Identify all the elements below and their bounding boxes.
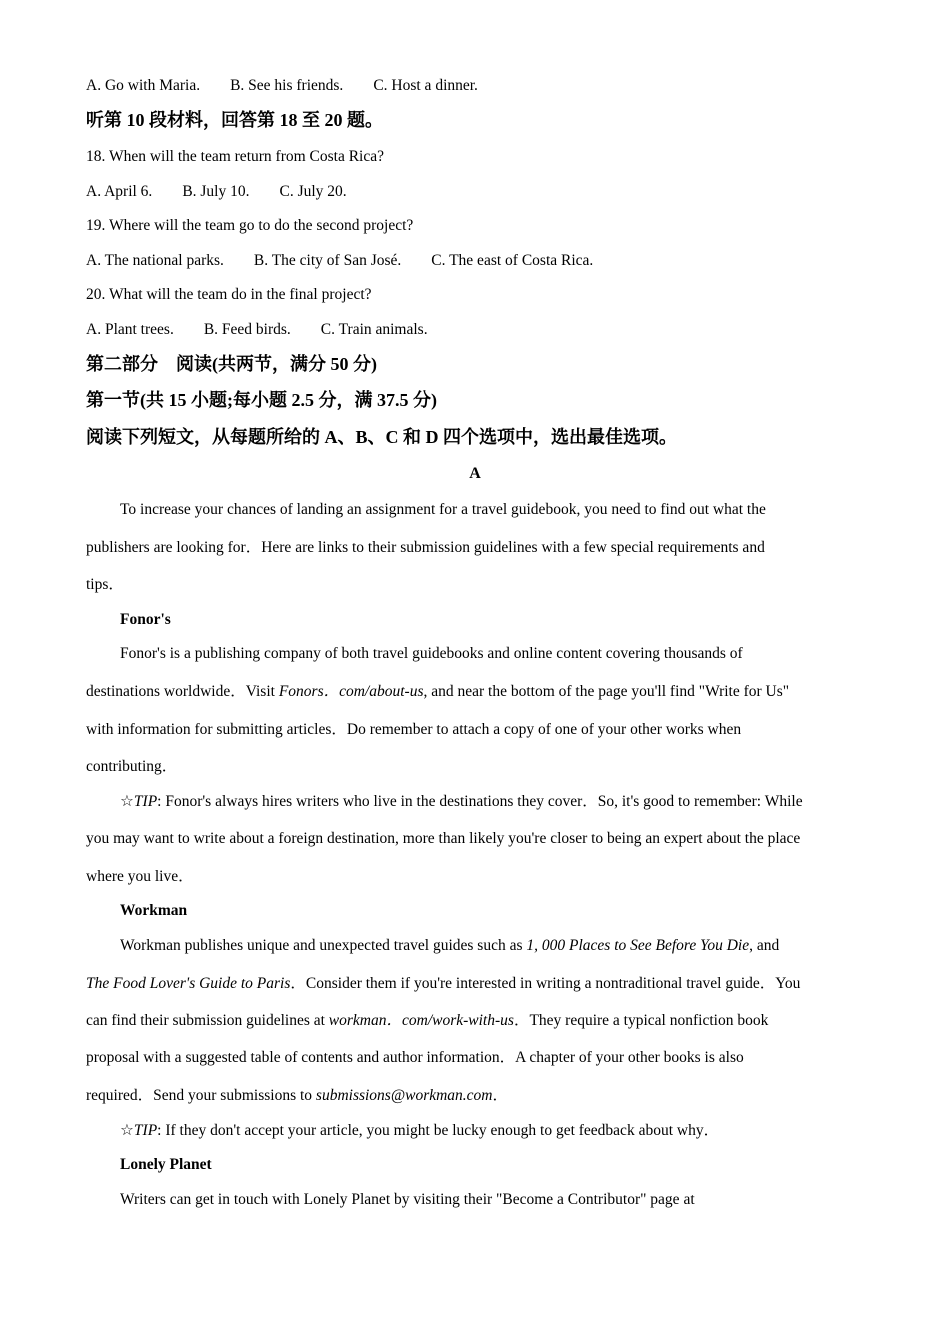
workman-line-5 bbox=[86, 1086, 508, 1106]
q19-option-c: C. The east of Costa Rica. bbox=[431, 252, 594, 269]
workman-title: Workman bbox=[120, 902, 188, 919]
q18-options bbox=[86, 182, 347, 202]
workman-email-link[interactable]: submissions@workman.com bbox=[315, 1087, 493, 1104]
fonors-line-1: Fonor's is a publishing company of both travel guidebooks and online content covering thousands of bbox=[120, 645, 743, 662]
q17-options bbox=[86, 76, 478, 96]
part2-heading: 第二部分 阅读(共两节，满分 50 分) bbox=[86, 354, 377, 374]
workman-line-2-post: ．Consider them if you're interested in writing a nontraditional travel guide．You bbox=[290, 975, 801, 992]
workman-line-5-post: ． bbox=[492, 1087, 509, 1104]
q19-option-b: B. The city of San José. bbox=[253, 252, 402, 269]
q19-question: 19. Where will the team go to do the second project? bbox=[86, 217, 414, 234]
workman-line-2 bbox=[86, 974, 800, 994]
fonors-tip-line-1 bbox=[120, 792, 803, 812]
q19-options bbox=[86, 251, 593, 271]
workman-line-1-post: , and bbox=[749, 937, 780, 954]
fonors-line-4: contributing． bbox=[86, 758, 178, 775]
workman-line-3-post: ．They require a typical nonfiction book bbox=[513, 1012, 769, 1029]
workman-line-3 bbox=[86, 1011, 768, 1031]
fonors-line-3: with information for submitting articles．Do remember to attach a copy of one of your other works when bbox=[86, 721, 742, 738]
q17-option-a: A. Go with Maria. bbox=[86, 77, 201, 94]
workman-link[interactable]: workman．com/work-with-us bbox=[328, 1012, 514, 1029]
passage-label: A bbox=[469, 465, 481, 482]
tip-label: TIP bbox=[133, 1122, 158, 1139]
q20-option-a: A. Plant trees. bbox=[86, 321, 174, 338]
book-title-1000-places: 1, 000 Places to See Before You Die bbox=[526, 937, 750, 954]
fonors-tip-line-2: you may want to write about a foreign destination, more than likely you're closer to being an expert about the place bbox=[86, 830, 801, 847]
star-icon: ☆ bbox=[120, 1122, 134, 1139]
q18-option-c: C. July 20. bbox=[279, 183, 347, 200]
tip-label: TIP bbox=[133, 793, 158, 810]
q18-option-b: B. July 10. bbox=[182, 183, 250, 200]
q20-question: 20. What will the team do in the final project? bbox=[86, 286, 372, 303]
q19-option-a: A. The national parks. bbox=[86, 252, 224, 269]
fonors-tip-line-3: where you live． bbox=[86, 868, 194, 885]
q20-options bbox=[86, 320, 428, 340]
reading-instructions: 阅读下列短文，从每题所给的 A、B、C 和 D 四个选项中，选出最佳选项。 bbox=[86, 427, 677, 447]
fonors-line-2-post: , and near the bottom of the page you'll find "Write for Us" bbox=[423, 683, 790, 700]
workman-line-5-pre: required．Send your submissions to bbox=[86, 1087, 316, 1104]
q18-question: 18. When will the team return from Costa Rica? bbox=[86, 148, 385, 165]
fonors-tip-text: : Fonor's always hires writers who live in the destinations they cover．So, it's good to remember: While bbox=[157, 793, 803, 810]
intro-line-3: tips． bbox=[86, 576, 124, 593]
lonely-planet-title: Lonely Planet bbox=[120, 1156, 212, 1173]
intro-line-2: publishers are looking for．Here are links to their submission guidelines with a few special requirements and bbox=[86, 539, 765, 556]
section-10-heading: 听第 10 段材料，回答第 18 至 20 题。 bbox=[86, 110, 383, 130]
workman-line-4: proposal with a suggested table of contents and author information．A chapter of your other books is also bbox=[86, 1049, 744, 1066]
workman-tip-line-1 bbox=[120, 1121, 719, 1141]
q17-option-c: C. Host a dinner. bbox=[373, 77, 478, 94]
q17-option-b: B. See his friends. bbox=[230, 77, 344, 94]
workman-line-1-pre: Workman publishes unique and unexpected travel guides such as bbox=[120, 937, 527, 954]
intro-line-1: To increase your chances of landing an assignment for a travel guidebook, you need to find out what the bbox=[120, 501, 766, 518]
q20-option-b: B. Feed birds. bbox=[203, 321, 291, 338]
lonely-planet-line-1: Writers can get in touch with Lonely Planet by visiting their "Become a Contributor" page at bbox=[120, 1191, 695, 1208]
book-title-food-lovers-guide: The Food Lover's Guide to Paris bbox=[86, 975, 291, 992]
q18-option-a: A. April 6. bbox=[86, 183, 153, 200]
workman-line-1 bbox=[120, 936, 779, 956]
section1-heading: 第一节(共 15 小题;每小题 2.5 分，满 37.5 分) bbox=[86, 390, 437, 410]
fonors-title: Fonor's bbox=[120, 611, 171, 628]
star-icon: ☆ bbox=[120, 793, 134, 810]
fonors-line-2-pre: destinations worldwide．Visit bbox=[86, 683, 279, 700]
q20-option-c: C. Train animals. bbox=[320, 321, 428, 338]
fonors-link[interactable]: Fonors．com/about-us bbox=[278, 683, 424, 700]
workman-line-3-pre: can find their submission guidelines at bbox=[86, 1012, 329, 1029]
workman-tip-text: : If they don't accept your article, you might be lucky enough to get feedback about why． bbox=[157, 1122, 720, 1139]
fonors-line-2 bbox=[86, 682, 789, 702]
